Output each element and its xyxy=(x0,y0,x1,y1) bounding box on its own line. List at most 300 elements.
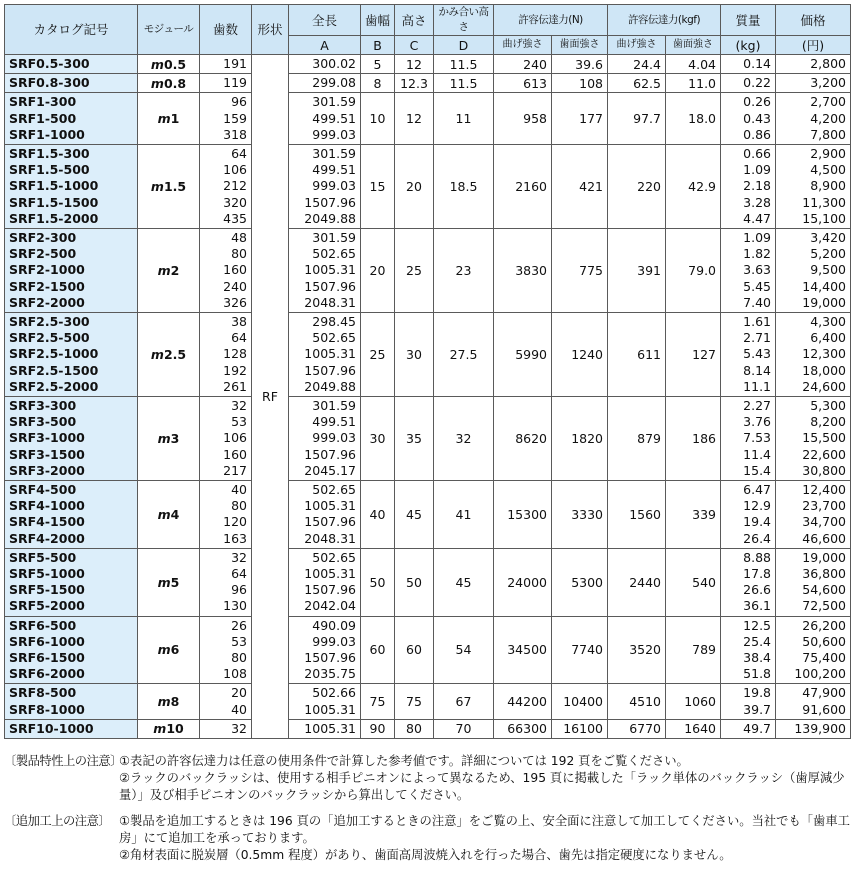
price-cell-line: 26,200 xyxy=(802,617,847,633)
mass-cell-line: 5.43 xyxy=(743,346,772,362)
header-height-sub: C xyxy=(395,36,434,55)
price-cell-line: 91,600 xyxy=(802,701,847,717)
n-bending-cell: 15300 xyxy=(494,480,552,548)
teeth-cell xyxy=(200,548,252,616)
catalog-code-cell-line: SRF3-2000 xyxy=(9,462,85,478)
kgf-surface-cell: 127 xyxy=(666,312,721,396)
module-cell xyxy=(138,616,200,684)
note-item: ②角材表面に脱炭層（0.5mm 程度）があり、歯面高周波焼入れを行った場合、歯先は指定硬度になりません。 xyxy=(119,847,732,862)
note-items xyxy=(119,753,850,804)
mass-cell-line: 2.27 xyxy=(743,398,772,413)
length-cell-line: 1005.31 xyxy=(304,720,356,736)
module-symbol: m xyxy=(157,694,171,710)
header-price: 価格 xyxy=(776,5,851,36)
n-bending-cell: 5990 xyxy=(494,312,552,396)
mass-cell-line: 25.4 xyxy=(743,633,772,649)
kgf-bending-cell: 6770 xyxy=(608,719,666,738)
mesh-height-cell: 11.5 xyxy=(434,74,494,93)
teeth-cell-line: 326 xyxy=(223,294,247,310)
teeth-cell-line: 192 xyxy=(223,362,247,378)
price-cell-line: 6,400 xyxy=(810,330,847,346)
catalog-code-cell xyxy=(5,480,138,548)
teeth-cell-line: 212 xyxy=(223,178,247,194)
module-symbol: m xyxy=(150,75,164,91)
face-width-cell: 20 xyxy=(361,228,395,312)
catalog-code-cell-line: SRF1.5-1500 xyxy=(9,194,99,210)
catalog-code-cell-line: SRF1.5-500 xyxy=(9,162,90,178)
table-row xyxy=(5,616,851,684)
teeth-cell-line: 80 xyxy=(231,649,247,665)
notes-section xyxy=(4,753,850,864)
face-width-cell: 90 xyxy=(361,719,395,738)
catalog-code-cell-line: SRF2.5-1500 xyxy=(9,362,99,378)
mass-cell-line: 7.53 xyxy=(743,430,772,446)
mass-cell-line: 51.8 xyxy=(743,666,772,682)
length-cell-line: 2049.88 xyxy=(304,210,356,226)
module-symbol: m xyxy=(150,346,164,362)
mesh-height-cell: 41 xyxy=(434,480,494,548)
catalog-code-cell-line: SRF3-1000 xyxy=(9,430,85,446)
catalog-code-cell-line: SRF10-1000 xyxy=(9,720,94,736)
catalog-code-cell-line: SRF1-1000 xyxy=(9,126,85,142)
catalog-code-cell-line: SRF4-1000 xyxy=(9,498,85,514)
length-cell xyxy=(289,396,361,480)
teeth-cell-line: 159 xyxy=(223,110,247,126)
catalog-code-cell-line: SRF2-500 xyxy=(9,246,77,262)
price-cell-line: 3,200 xyxy=(810,75,847,91)
teeth-cell-line: 32 xyxy=(231,398,247,413)
price-cell-line: 139,900 xyxy=(794,720,847,736)
length-cell-line: 298.45 xyxy=(312,314,356,329)
module-value: 0.5 xyxy=(163,56,187,72)
price-cell-line: 30,800 xyxy=(802,462,847,478)
length-cell-line: 999.03 xyxy=(312,178,356,194)
price-cell xyxy=(776,93,851,145)
catalog-code-cell-line: SRF6-2000 xyxy=(9,666,85,682)
face-width-cell: 5 xyxy=(361,55,395,74)
price-cell xyxy=(776,74,851,93)
face-width-cell: 75 xyxy=(361,684,395,719)
length-cell-line: 999.03 xyxy=(312,430,356,446)
face-width-cell: 8 xyxy=(361,74,395,93)
catalog-code-cell-line: SRF3-300 xyxy=(9,398,77,413)
note-group xyxy=(4,753,850,804)
kgf-surface-cell: 4.04 xyxy=(666,55,721,74)
table-row xyxy=(5,93,851,145)
teeth-cell xyxy=(200,93,252,145)
length-cell-line: 1507.96 xyxy=(304,278,356,294)
teeth-cell-line: 40 xyxy=(231,701,247,717)
height-cell: 20 xyxy=(395,144,434,228)
n-bending-cell: 66300 xyxy=(494,719,552,738)
mesh-height-cell: 32 xyxy=(434,396,494,480)
mass-cell xyxy=(721,312,776,396)
length-cell-line: 2042.04 xyxy=(304,598,356,614)
face-width-cell: 30 xyxy=(361,396,395,480)
catalog-code-cell xyxy=(5,312,138,396)
catalog-code-cell-line: SRF5-500 xyxy=(9,549,77,565)
n-surface-cell: 1240 xyxy=(552,312,608,396)
header-height: 高さ xyxy=(395,5,434,36)
price-cell-line: 2,700 xyxy=(810,94,847,110)
n-surface-cell: 16100 xyxy=(552,719,608,738)
module-cell xyxy=(138,548,200,616)
n-bending-cell: 8620 xyxy=(494,396,552,480)
teeth-cell xyxy=(200,228,252,312)
n-bending-cell: 3830 xyxy=(494,228,552,312)
mass-cell-line: 11.4 xyxy=(743,446,772,462)
length-cell xyxy=(289,548,361,616)
n-surface-cell: 177 xyxy=(552,93,608,145)
face-width-cell: 25 xyxy=(361,312,395,396)
length-cell-line: 2035.75 xyxy=(304,666,356,682)
length-cell xyxy=(289,312,361,396)
module-value: 0.8 xyxy=(163,75,187,91)
length-cell-line: 301.59 xyxy=(312,230,356,245)
price-cell-line: 54,600 xyxy=(802,582,847,598)
mass-cell-line: 17.8 xyxy=(743,565,772,581)
price-cell-line: 12,300 xyxy=(802,346,847,362)
module-value: 3 xyxy=(170,430,180,446)
length-cell-line: 502.65 xyxy=(312,549,356,565)
mass-cell-line: 8.14 xyxy=(743,362,772,378)
teeth-cell-line: 128 xyxy=(223,346,247,362)
n-surface-cell: 39.6 xyxy=(552,55,608,74)
mass-cell-line: 38.4 xyxy=(743,649,772,665)
length-cell-line: 300.02 xyxy=(312,56,356,71)
mass-cell xyxy=(721,616,776,684)
price-cell xyxy=(776,719,851,738)
teeth-cell xyxy=(200,55,252,74)
length-cell xyxy=(289,144,361,228)
price-cell-line: 7,800 xyxy=(810,126,847,142)
mass-cell-line: 7.40 xyxy=(743,294,772,310)
teeth-cell-line: 191 xyxy=(223,56,247,71)
header-kgf-surface: 歯面強さ xyxy=(666,36,721,55)
price-cell-line: 5,200 xyxy=(810,246,847,262)
catalog-code-cell-line: SRF2.5-300 xyxy=(9,314,90,329)
teeth-cell xyxy=(200,74,252,93)
height-cell: 12 xyxy=(395,93,434,145)
teeth-cell-line: 96 xyxy=(231,582,247,598)
table-row xyxy=(5,396,851,480)
rack-spec-table xyxy=(4,4,851,739)
module-cell xyxy=(138,55,200,74)
length-cell-line: 1507.96 xyxy=(304,362,356,378)
note-item: ①表記の許容伝達力は任意の使用条件で計算した参考値です。詳細については 192 頁をご覧ください。 xyxy=(119,753,689,768)
mesh-height-cell: 67 xyxy=(434,684,494,719)
catalog-code-cell-line: SRF1.5-300 xyxy=(9,146,90,161)
length-cell-line: 301.59 xyxy=(312,94,356,110)
mass-cell-line: 0.66 xyxy=(743,146,772,161)
length-cell-line: 502.65 xyxy=(312,330,356,346)
module-value: 2 xyxy=(170,262,180,278)
module-symbol: m xyxy=(150,178,164,194)
kgf-bending-cell: 62.5 xyxy=(608,74,666,93)
mass-cell-line: 6.47 xyxy=(743,481,772,497)
mass-cell-line: 12.9 xyxy=(743,498,772,514)
module-value: 1.5 xyxy=(163,178,187,194)
length-cell-line: 999.03 xyxy=(312,126,356,142)
catalog-code-cell-line: SRF1.5-1000 xyxy=(9,178,99,194)
note-item: ②ラックのバックラッシは、使用する相手ピニオンによって異なるため、195 頁に掲載した「ラック単体のバックラッシ（歯厚減少量）」及び相手ピニオンのバックラッシから算出してください。 xyxy=(119,770,845,802)
catalog-code-cell-line: SRF2.5-2000 xyxy=(9,378,99,394)
mass-cell-line: 3.76 xyxy=(743,414,772,430)
catalog-code-cell-line: SRF4-500 xyxy=(9,481,77,497)
module-value: 8 xyxy=(170,694,180,710)
kgf-surface-cell: 186 xyxy=(666,396,721,480)
length-cell-line: 490.09 xyxy=(312,617,356,633)
price-cell-line: 2,800 xyxy=(810,56,847,71)
mass-cell-line: 8.88 xyxy=(743,549,772,565)
n-surface-cell: 3330 xyxy=(552,480,608,548)
module-cell xyxy=(138,396,200,480)
n-surface-cell: 421 xyxy=(552,144,608,228)
mass-cell-line: 4.47 xyxy=(743,210,772,226)
catalog-code-cell xyxy=(5,55,138,74)
teeth-cell-line: 32 xyxy=(231,720,247,736)
price-cell-line: 8,900 xyxy=(810,178,847,194)
teeth-cell-line: 240 xyxy=(223,278,247,294)
price-cell xyxy=(776,396,851,480)
length-cell xyxy=(289,719,361,738)
module-symbol: m xyxy=(150,56,164,72)
mass-cell xyxy=(721,55,776,74)
mass-cell-line: 12.5 xyxy=(743,617,772,633)
price-cell-line: 12,400 xyxy=(802,481,847,497)
mass-cell-line: 36.1 xyxy=(743,598,772,614)
mass-cell-line: 5.45 xyxy=(743,278,772,294)
length-cell-line: 502.66 xyxy=(312,685,356,701)
mesh-height-cell: 70 xyxy=(434,719,494,738)
mass-cell-line: 2.18 xyxy=(743,178,772,194)
kgf-bending-cell: 97.7 xyxy=(608,93,666,145)
height-cell: 45 xyxy=(395,480,434,548)
mass-cell-line: 1.09 xyxy=(743,230,772,245)
kgf-surface-cell: 42.9 xyxy=(666,144,721,228)
table-row xyxy=(5,719,851,738)
price-cell xyxy=(776,548,851,616)
length-cell-line: 1507.96 xyxy=(304,649,356,665)
note-items xyxy=(119,813,850,864)
price-cell-line: 4,500 xyxy=(810,162,847,178)
table-row xyxy=(5,144,851,228)
height-cell: 30 xyxy=(395,312,434,396)
table-row xyxy=(5,55,851,74)
teeth-cell-line: 318 xyxy=(223,126,247,142)
catalog-code-cell-line: SRF0.5-300 xyxy=(9,56,90,71)
teeth-cell-line: 38 xyxy=(231,314,247,329)
teeth-cell-line: 163 xyxy=(223,530,247,546)
price-cell-line: 46,600 xyxy=(802,530,847,546)
mass-cell-line: 26.6 xyxy=(743,582,772,598)
height-cell: 50 xyxy=(395,548,434,616)
kgf-bending-cell: 24.4 xyxy=(608,55,666,74)
table-row xyxy=(5,312,851,396)
note-heading: 〔製品特性上の注意〕 xyxy=(4,753,122,768)
price-cell-line: 15,500 xyxy=(802,430,847,446)
module-cell xyxy=(138,228,200,312)
module-cell xyxy=(138,74,200,93)
teeth-cell-line: 160 xyxy=(223,262,247,278)
note-group xyxy=(4,813,850,864)
length-cell-line: 502.65 xyxy=(312,481,356,497)
teeth-cell-line: 320 xyxy=(223,194,247,210)
catalog-code-cell-line: SRF8-1000 xyxy=(9,701,85,717)
module-symbol: m xyxy=(157,111,171,127)
price-cell-line: 23,700 xyxy=(802,498,847,514)
price-cell-line: 2,900 xyxy=(810,146,847,161)
mass-cell xyxy=(721,74,776,93)
teeth-cell-line: 26 xyxy=(231,617,247,633)
teeth-cell-line: 64 xyxy=(231,565,247,581)
mass-cell xyxy=(721,144,776,228)
table-row xyxy=(5,480,851,548)
catalog-code-cell xyxy=(5,74,138,93)
table-row xyxy=(5,548,851,616)
catalog-code-cell-line: SRF4-1500 xyxy=(9,514,85,530)
module-symbol: m xyxy=(157,574,171,590)
catalog-code-cell-line: SRF8-500 xyxy=(9,685,77,701)
header-power-n: 許容伝達力(N) xyxy=(494,5,608,36)
length-cell-line: 502.65 xyxy=(312,246,356,262)
header-teeth: 歯数 xyxy=(200,5,252,55)
length-cell-line: 1005.31 xyxy=(304,565,356,581)
catalog-code-cell-line: SRF2-2000 xyxy=(9,294,85,310)
n-bending-cell: 44200 xyxy=(494,684,552,719)
price-cell xyxy=(776,312,851,396)
header-face-width-sub: B xyxy=(361,36,395,55)
teeth-cell xyxy=(200,396,252,480)
n-bending-cell: 613 xyxy=(494,74,552,93)
shape-cell: RF xyxy=(252,55,289,739)
length-cell-line: 999.03 xyxy=(312,633,356,649)
mass-cell xyxy=(721,719,776,738)
catalog-code-cell-line: SRF0.8-300 xyxy=(9,75,90,91)
note-heading: 〔追加工上の注意〕 xyxy=(4,813,111,828)
mass-cell xyxy=(721,396,776,480)
length-cell-line: 1507.96 xyxy=(304,446,356,462)
length-cell-line: 2049.88 xyxy=(304,378,356,394)
teeth-cell-line: 435 xyxy=(223,210,247,226)
module-cell xyxy=(138,719,200,738)
n-bending-cell: 240 xyxy=(494,55,552,74)
note-item: ①製品を追加工するときは 196 頁の「追加工するときの注意」をご覧の上、安全面に注意して加工してください。当社でも「歯車工房」にて追加工を承っております。 xyxy=(119,813,850,845)
teeth-cell-line: 261 xyxy=(223,378,247,394)
mass-cell-line: 15.4 xyxy=(743,462,772,478)
catalog-code-cell-line: SRF3-500 xyxy=(9,414,77,430)
mass-cell-line: 49.7 xyxy=(743,720,772,736)
n-bending-cell: 2160 xyxy=(494,144,552,228)
kgf-surface-cell: 11.0 xyxy=(666,74,721,93)
n-bending-cell: 958 xyxy=(494,93,552,145)
header-face-width: 歯幅 xyxy=(361,5,395,36)
price-cell-line: 15,100 xyxy=(802,210,847,226)
kgf-surface-cell: 540 xyxy=(666,548,721,616)
catalog-code-cell-line: SRF2-1500 xyxy=(9,278,85,294)
mass-cell-line: 0.22 xyxy=(743,75,772,91)
header-n-surface: 歯面強さ xyxy=(552,36,608,55)
catalog-code-cell xyxy=(5,616,138,684)
kgf-bending-cell: 2440 xyxy=(608,548,666,616)
height-cell: 25 xyxy=(395,228,434,312)
teeth-cell xyxy=(200,480,252,548)
header-kgf-bending: 曲げ強さ xyxy=(608,36,666,55)
face-width-cell: 40 xyxy=(361,480,395,548)
teeth-cell-line: 108 xyxy=(223,666,247,682)
height-cell: 35 xyxy=(395,396,434,480)
module-value: 4 xyxy=(170,506,180,522)
catalog-code-cell-line: SRF3-1500 xyxy=(9,446,85,462)
catalog-code-cell xyxy=(5,228,138,312)
face-width-cell: 10 xyxy=(361,93,395,145)
price-cell xyxy=(776,616,851,684)
header-shape: 形状 xyxy=(252,5,289,55)
teeth-cell xyxy=(200,719,252,738)
length-cell-line: 1507.96 xyxy=(304,582,356,598)
price-cell-line: 14,400 xyxy=(802,278,847,294)
module-cell xyxy=(138,144,200,228)
mass-cell-line: 2.71 xyxy=(743,330,772,346)
catalog-code-cell-line: SRF4-2000 xyxy=(9,530,85,546)
length-cell xyxy=(289,480,361,548)
kgf-bending-cell: 3520 xyxy=(608,616,666,684)
teeth-cell-line: 106 xyxy=(223,430,247,446)
face-width-cell: 50 xyxy=(361,548,395,616)
height-cell: 12.3 xyxy=(395,74,434,93)
module-cell xyxy=(138,480,200,548)
catalog-code-cell xyxy=(5,144,138,228)
price-cell-line: 100,200 xyxy=(794,666,847,682)
mass-cell-line: 0.14 xyxy=(743,56,772,71)
face-width-cell: 15 xyxy=(361,144,395,228)
module-cell xyxy=(138,684,200,719)
length-cell-line: 2048.31 xyxy=(304,530,356,546)
mass-cell-line: 19.4 xyxy=(743,514,772,530)
table-row xyxy=(5,228,851,312)
teeth-cell xyxy=(200,312,252,396)
module-symbol: m xyxy=(157,642,171,658)
length-cell-line: 1005.31 xyxy=(304,346,356,362)
module-value: 6 xyxy=(170,642,180,658)
n-surface-cell: 775 xyxy=(552,228,608,312)
header-mesh-height: かみ合い高さ xyxy=(434,5,494,36)
header-mesh-height-sub: D xyxy=(434,36,494,55)
header-power-kgf: 許容伝達力(kgf) xyxy=(608,5,721,36)
price-cell-line: 36,800 xyxy=(802,565,847,581)
teeth-cell xyxy=(200,616,252,684)
price-cell-line: 11,300 xyxy=(802,194,847,210)
teeth-cell xyxy=(200,144,252,228)
header-module: モジュール xyxy=(138,5,200,55)
module-value: 10 xyxy=(166,721,184,737)
price-cell-line: 19,000 xyxy=(802,549,847,565)
mass-cell-line: 11.1 xyxy=(743,378,772,394)
catalog-code-cell-line: SRF2.5-1000 xyxy=(9,346,99,362)
teeth-cell-line: 217 xyxy=(223,462,247,478)
kgf-surface-cell: 1060 xyxy=(666,684,721,719)
mesh-height-cell: 11 xyxy=(434,93,494,145)
height-cell: 75 xyxy=(395,684,434,719)
length-cell-line: 1005.31 xyxy=(304,498,356,514)
price-cell-line: 4,300 xyxy=(810,314,847,329)
mass-cell-line: 3.28 xyxy=(743,194,772,210)
catalog-code-cell-line: SRF6-1500 xyxy=(9,649,85,665)
teeth-cell-line: 96 xyxy=(231,94,247,110)
catalog-code-cell xyxy=(5,719,138,738)
price-cell xyxy=(776,55,851,74)
n-surface-cell: 108 xyxy=(552,74,608,93)
